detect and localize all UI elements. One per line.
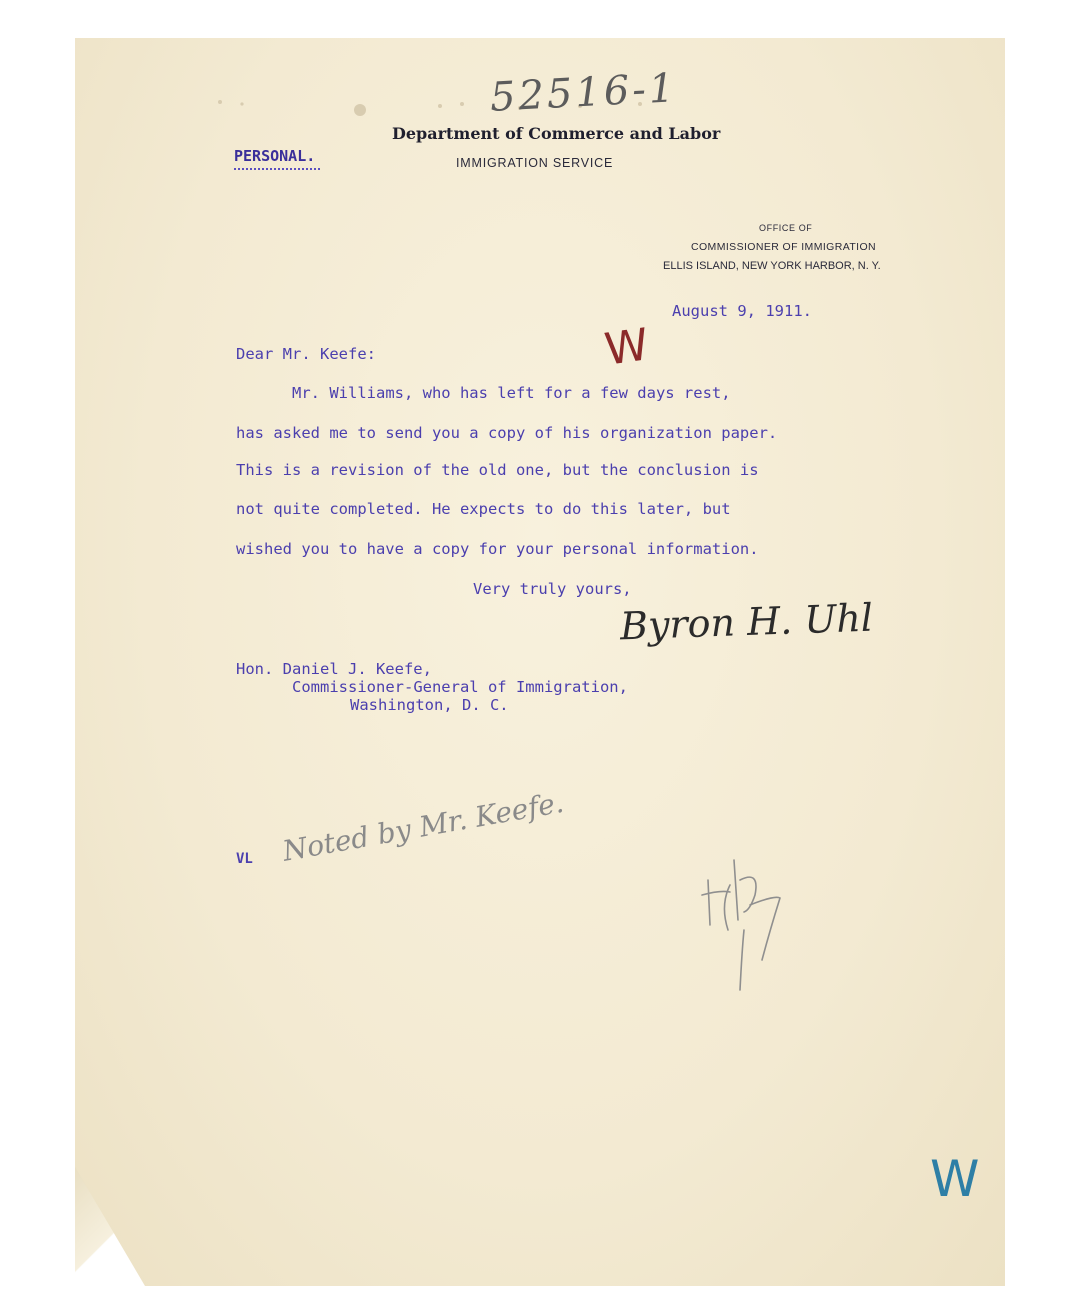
service-heading: IMMIGRATION SERVICE [456, 156, 614, 170]
recipient-name: Hon. Daniel J. Keefe, [236, 660, 432, 678]
body-line: has asked me to send you a copy of his organization paper. [236, 424, 778, 442]
letter-paper [75, 38, 1005, 1286]
red-check-mark: W [601, 319, 652, 376]
archive-file-number: 52516-1 [488, 65, 679, 121]
typist-initials: VL [236, 851, 253, 867]
personal-underline [234, 168, 320, 170]
salutation: Dear Mr. Keefe: [236, 345, 376, 363]
recipient-city: Washington, D. C. [350, 696, 509, 714]
body-line: This is a revision of the old one, but the conclusion is [236, 461, 759, 479]
pencil-initials-scribble [700, 850, 810, 1000]
blue-pencil-mark: W [930, 1150, 980, 1208]
body-line: wished you to have a copy for your personal information. [236, 540, 759, 558]
signature: Byron H. Uhl [619, 595, 874, 649]
commissioner-label: COMMISSIONER OF IMMIGRATION [691, 241, 877, 253]
body-line: Mr. Williams, who has left for a few days rest, [292, 384, 731, 402]
department-heading: Department of Commerce and Labor [392, 124, 721, 143]
closing: Very truly yours, [473, 580, 632, 598]
body-line: not quite completed. He expects to do this later, but [236, 500, 731, 518]
letter-date: August 9, 1911. [672, 302, 812, 320]
pencil-note: Noted by Mr. Keefe. [280, 785, 567, 868]
recipient-title: Commissioner-General of Immigration, [292, 678, 628, 696]
personal-mark: PERSONAL. [234, 147, 316, 165]
office-of-label: OFFICE OF [759, 223, 813, 233]
office-address: ELLIS ISLAND, NEW YORK HARBOR, N. Y. [663, 260, 881, 272]
